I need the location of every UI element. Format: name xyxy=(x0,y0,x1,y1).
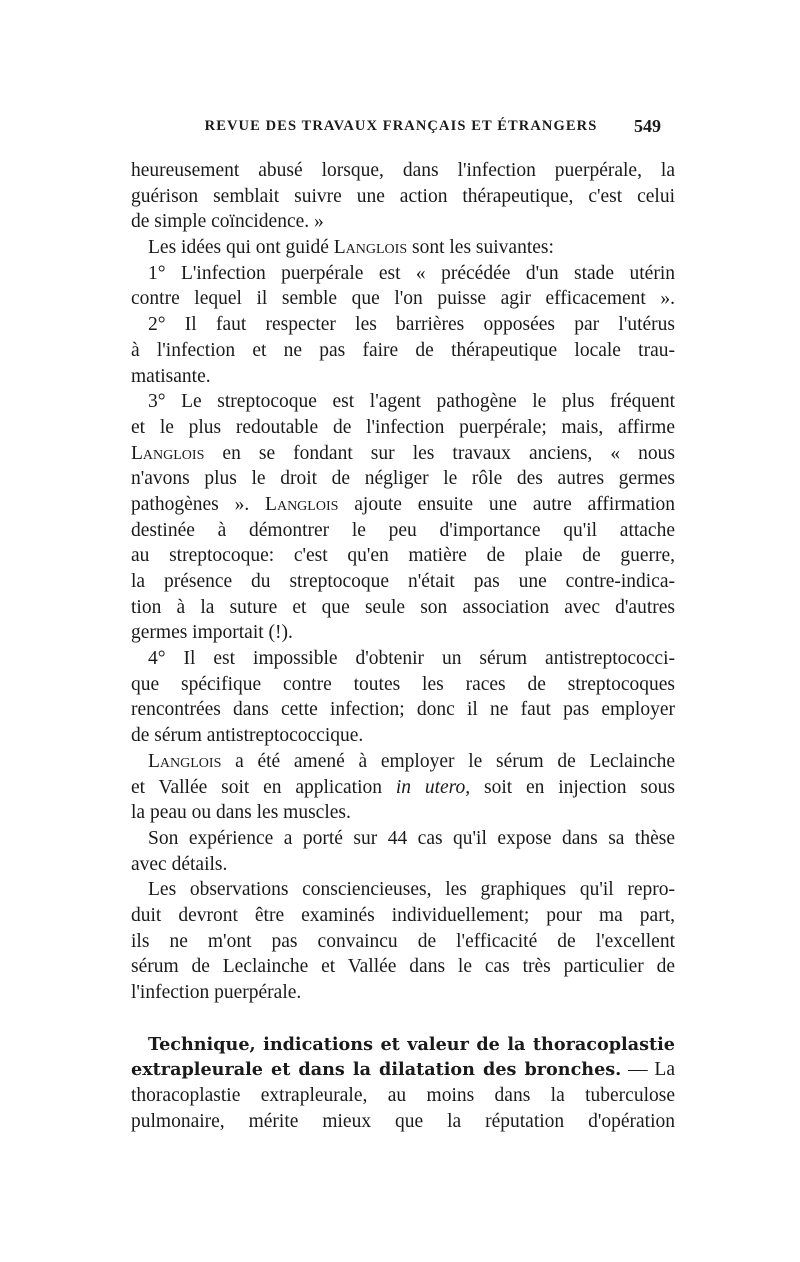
text-line: à l'infection et ne pas faire de thérapeutique locale trau- xyxy=(131,339,675,361)
text-line: 3° Le streptocoque est l'agent pathogène le plus fréquent xyxy=(148,391,675,413)
line-text: sont les suivantes: xyxy=(412,237,554,259)
text-line: guérison semblait suivre une action thérapeutique, c'est celui xyxy=(131,185,675,207)
page-number: 549 xyxy=(634,116,661,136)
text-line xyxy=(131,492,675,518)
text-line: matisante. xyxy=(131,365,211,387)
text-line: 4° Il est impossible d'obtenir un sérum antistreptococci- xyxy=(148,648,675,670)
text-line: heureusement abusé lorsque, dans l'infection puerpérale, la xyxy=(131,160,675,181)
text-line: rencontrées dans cette infection; donc il ne faut pas employer xyxy=(131,699,675,721)
text-line xyxy=(131,235,675,261)
text-line: et le plus redoutable de l'infection puerpérale; mais, affirme xyxy=(131,416,675,438)
text-line: 2° Il faut respecter les barrières opposées par l'utérus xyxy=(148,314,675,336)
text-line xyxy=(131,441,675,467)
text-line xyxy=(131,749,675,775)
text-line xyxy=(131,775,675,801)
text-line: duit devront être examinés individuellement; pour ma part, xyxy=(131,904,675,926)
author-name: Langlois xyxy=(148,750,222,772)
text-line xyxy=(131,1057,675,1083)
text-line: destinée à démontrer le peu d'importance qu'il attache xyxy=(131,519,675,541)
section-heading: Technique, indications et valeur de la thoracoplastie xyxy=(148,1033,675,1055)
italic-phrase: in utero, xyxy=(395,776,471,798)
author-name: Langlois xyxy=(265,493,339,515)
author-name: Langlois xyxy=(131,442,205,464)
text-line: contre lequel il semble que l'on puisse agir efficacement ». xyxy=(131,288,675,310)
line-text: a été amené à employer le sérum de Leclainche xyxy=(235,750,676,772)
line-text: ajoute ensuite une autre affirmation xyxy=(354,493,675,515)
text-line: tion à la suture et que seule son association avec d'autres xyxy=(131,596,675,618)
text-line: Les observations consciencieuses, les graphiques qu'il repro- xyxy=(148,879,675,901)
text-line: ils ne m'ont pas convaincu de l'efficacité de l'excellent xyxy=(131,930,675,952)
running-head: REVUE DES TRAVAUX FRANÇAIS ET ÉTRANGERS xyxy=(204,118,598,134)
text-line: germes importait (!). xyxy=(131,622,293,644)
text-line: thoracoplastie extrapleurale, au moins dans la tuberculose xyxy=(131,1085,675,1107)
line-text: et Vallée soit en application xyxy=(131,776,382,798)
text-line: avec détails. xyxy=(131,853,228,875)
line-text: en se fondant sur les travaux anciens, « nous xyxy=(222,442,675,464)
text-line: pulmonaire, mérite mieux que la réputation d'opération xyxy=(131,1110,675,1132)
line-text: Les idées qui ont guidé xyxy=(148,237,329,259)
text-line: de simple coïncidence. » xyxy=(131,211,324,233)
text-line: la peau ou dans les muscles. xyxy=(131,802,351,824)
text-line: la présence du streptocoque n'était pas une contre-indica- xyxy=(131,571,675,592)
text-line: l'infection puerpérale. xyxy=(131,982,302,1003)
text-line: de sérum antistreptococcique. xyxy=(131,725,364,747)
text-line: au streptocoque: c'est qu'en matière de plaie de guerre, xyxy=(131,545,675,567)
author-name: Langlois xyxy=(333,237,408,259)
line-text: soit en injection sous xyxy=(484,776,676,798)
text-line: 1° L'infection puerpérale est « précédée d'un stade utérin xyxy=(148,262,675,284)
section-gap xyxy=(131,1006,675,1032)
text-line: que spécifique contre toutes les races de streptocoques xyxy=(131,673,675,695)
text-line: Son expérience a porté sur 44 cas qu'il expose dans sa thèse xyxy=(148,827,675,849)
body-text xyxy=(131,158,675,1134)
text-line: n'avons plus le droit de négliger le rôle des autres germes xyxy=(131,468,675,490)
line-text: pathogènes ». xyxy=(131,493,250,515)
line-text: — La xyxy=(628,1059,675,1081)
section-heading: extrapleurale et dans la dilatation des bronches. xyxy=(131,1059,622,1081)
text-line: sérum de Leclainche et Vallée dans le cas très particulier de xyxy=(131,956,675,978)
